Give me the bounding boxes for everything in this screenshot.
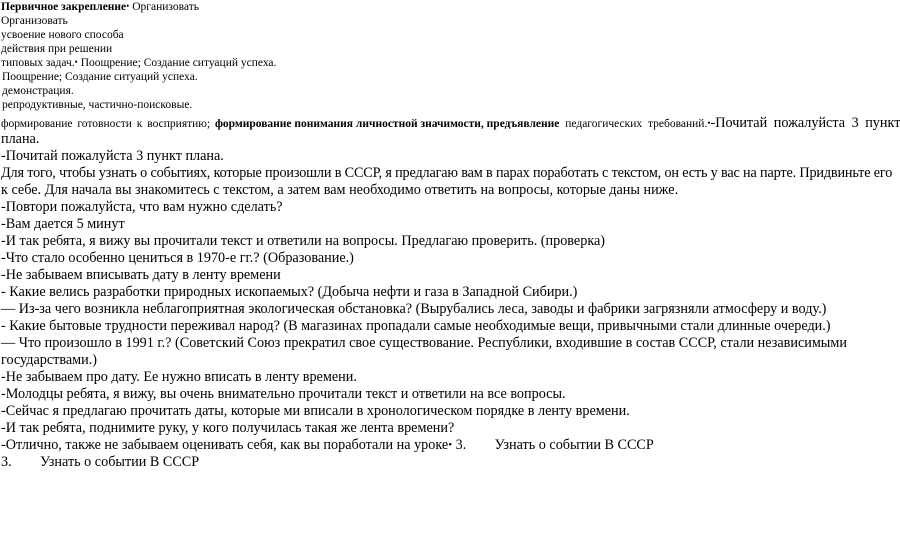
- final-line: [1, 438, 654, 454]
- formation-part1: формирование готовности к восприятию;: [1, 118, 215, 130]
- paragraph-line-9: -Не забываем вписывать дату в ленту времени: [1, 267, 281, 283]
- formation-line: [1, 114, 900, 132]
- paragraph-line-12: - Какие бытовые трудности переживал народ? (В магазинах пропадали самые необходимые вещи, привычными стали длинные очереди.): [1, 318, 831, 334]
- header-rest: Организовать: [129, 1, 199, 13]
- paragraph-line-6: -Вам дается 5 минут: [1, 216, 125, 232]
- methods-line: репродуктивные, частично-поисковые.: [2, 99, 193, 111]
- bullet-icon: •: [707, 118, 711, 128]
- paragraph-line-3: Для того, чтобы узнать о событиях, которые произошли в СССР, я предлагаю вам в парах поработать с текстом, он есть у вас на парте. Придвиньте его: [1, 165, 893, 181]
- text-line-1: Организовать: [1, 15, 68, 27]
- paragraph-line-15: -Не забываем про дату. Ее нужно вписать в ленту времени.: [1, 369, 357, 385]
- tipovyh-line: [1, 57, 276, 70]
- paragraph-line-8: -Что стало особенно цениться в 1970-е гг.? (Образование.): [1, 250, 354, 266]
- bullet-icon: •: [74, 57, 78, 67]
- paragraph-line-11: — Из-за чего возникла неблагоприятная экологическая обстановка? (Вырубались леса, заводы и фабрики загрязняли атмосферу и воду.): [1, 301, 827, 317]
- formation-part2: педагогических требований.: [559, 118, 708, 130]
- header-bold: Первичное закрепление: [1, 1, 127, 13]
- bullet-icon: •: [126, 1, 130, 11]
- paragraph-line-4: к себе. Для начала вы знакомитесь с текстом, а затем вам необходимо ответить на вопросы, которые даны ниже.: [1, 182, 679, 198]
- final-rest: 3. Узнать о событии В СССР: [452, 437, 654, 453]
- tipovyh-text: типовых задач.: [1, 57, 75, 69]
- paragraph-line-10: - Какие велись разработки природных ископаемых? (Добыча нефти и газа в Западной Сибири.): [1, 284, 578, 300]
- paragraph-line-16: -Молодцы ребята, я вижу, вы очень внимательно прочитали текст и ответили на все вопросы.: [1, 386, 566, 402]
- final-text: -Отлично, также не забываем оценивать себя, как вы поработали на уроке: [1, 437, 449, 453]
- paragraph-line-17: -Сейчас я предлагаю прочитать даты, которые ми вписали в хронологическом порядке в ленту времени.: [1, 403, 630, 419]
- paragraph-line-7: -И так ребята, я вижу вы прочитали текст и ответили на вопросы. Предлагаю проверить. (проверка): [1, 233, 606, 249]
- formation-bold: формирование понимания личностной значимости, предъявление: [214, 118, 560, 130]
- paragraph-line-5: -Повтори пожалуйста, что вам нужно сделать?: [1, 199, 283, 215]
- bullet-icon: •: [448, 439, 453, 451]
- paragraph-line-1: плана.: [1, 131, 40, 147]
- demonstration-line: демонстрация.: [2, 85, 74, 97]
- paragraph-line-2: -Почитай пожалуйста 3 пункт плана.: [1, 148, 224, 164]
- pooshrenie-line: Поощрение; Создание ситуаций успеха.: [2, 71, 198, 83]
- formation-large: -Почитай пожалуйста 3 пункт: [710, 115, 900, 131]
- paragraph-line-13: — Что произошло в 1991 г.? (Советский Союз прекратил свое существование. Республики, входившие в состав СССР, стали независимыми: [1, 335, 847, 351]
- tipovyh-rest: Поощрение; Создание ситуаций успеха.: [77, 57, 277, 69]
- paragraph-line-14: государствами.): [1, 352, 97, 368]
- paragraph-line-18: -И так ребята, поднимите руку, у кого получилась такая же лента времени?: [1, 420, 455, 436]
- header-line: [1, 1, 199, 14]
- text-line-2: усвоение нового способа: [1, 29, 124, 41]
- last-line: 3. Узнать о событии В СССР: [1, 454, 200, 470]
- text-line-3: действия при решении: [1, 43, 113, 55]
